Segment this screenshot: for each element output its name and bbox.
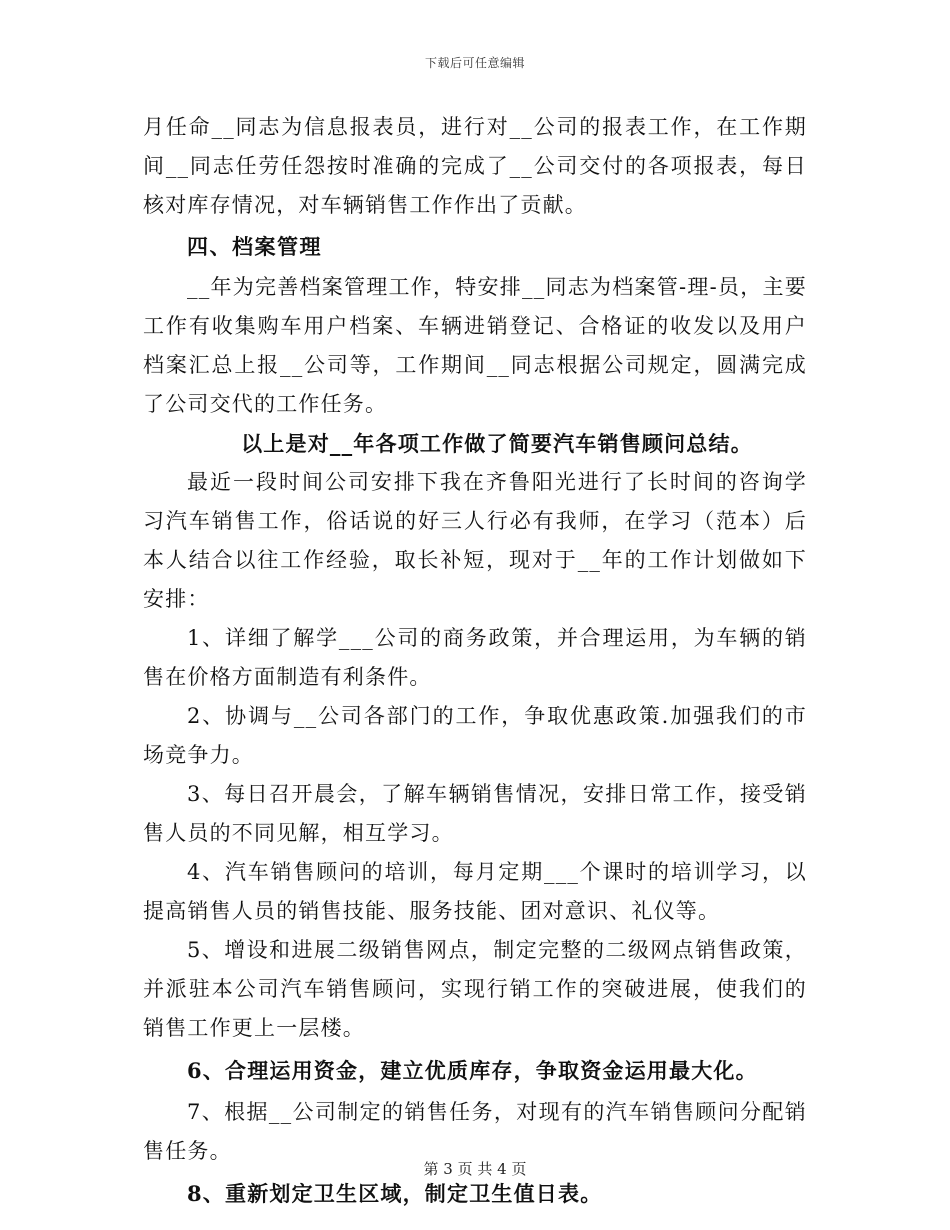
list-item-2: 2、协调与__公司各部门的工作，争取优惠政策.加强我们的市场竞争力。 (143, 704, 807, 767)
list-item-1: 1、详细了解学___公司的商务政策，并合理运用，为车辆的销售在价格方面制造有利条件。 (143, 626, 807, 689)
paragraph-report-staff: 月任命__同志为信息报表员，进行对__公司的报表工作，在工作期间__同志任劳任怨按时准确的完成了__公司交付的各项报表，每日核对库存情况，对车辆销售工作作出了贡献。 (143, 115, 807, 217)
list-item-6: 6、合理运用资金，建立优质库存，争取资金运用最大化。 (187, 1058, 758, 1083)
document-body (143, 108, 807, 1216)
list-item-8: 8、重新划定卫生区域，制定卫生值日表。 (187, 1181, 603, 1206)
section-heading-archive: 四、档案管理 (187, 234, 322, 259)
list-item-3: 3、每日召开晨会，了解车辆销售情况，安排日常工作，接受销售人员的不同见解，相互学习。 (143, 782, 807, 845)
list-item-5: 5、增设和进展二级销售网点，制定完整的二级网点销售政策，并派驻本公司汽车销售顾问，实现行销工作的突破进展，使我们的销售工作更上一层楼。 (143, 938, 807, 1040)
summary-heading: 以上是对__年各项工作做了简要汽车销售顾问总结。 (241, 431, 753, 456)
page-footer: 第 3 页 共 4 页 (423, 1160, 527, 1178)
page-header: 下载后可任意编辑 (424, 56, 525, 70)
list-item-4: 4、汽车销售顾问的培训，每月定期___个课时的培训学习，以提高销售人员的销售技能、服务技能、团对意识、礼仪等。 (143, 860, 807, 923)
paragraph-intro-plan: 最近一段时间公司安排下我在齐鲁阳光进行了长时间的咨询学习汽车销售工作，俗话说的好三人行必有我师，在学习（范本）后本人结合以往工作经验，取长补短，现对于__年的工作计划做如下安排： (143, 470, 807, 611)
list-item-7: 7、根据__公司制定的销售任务，对现有的汽车销售顾问分配销售任务。 (143, 1100, 807, 1163)
paragraph-archive-management: __年为完善档案管理工作，特安排__同志为档案管-理-员，主要工作有收集购车用户档案、车辆进销登记、合格证的收发以及用户档案汇总上报__公司等，工作期间__同志根据公司规定，圆满完成了公司交代的工作任务。 (143, 275, 807, 416)
